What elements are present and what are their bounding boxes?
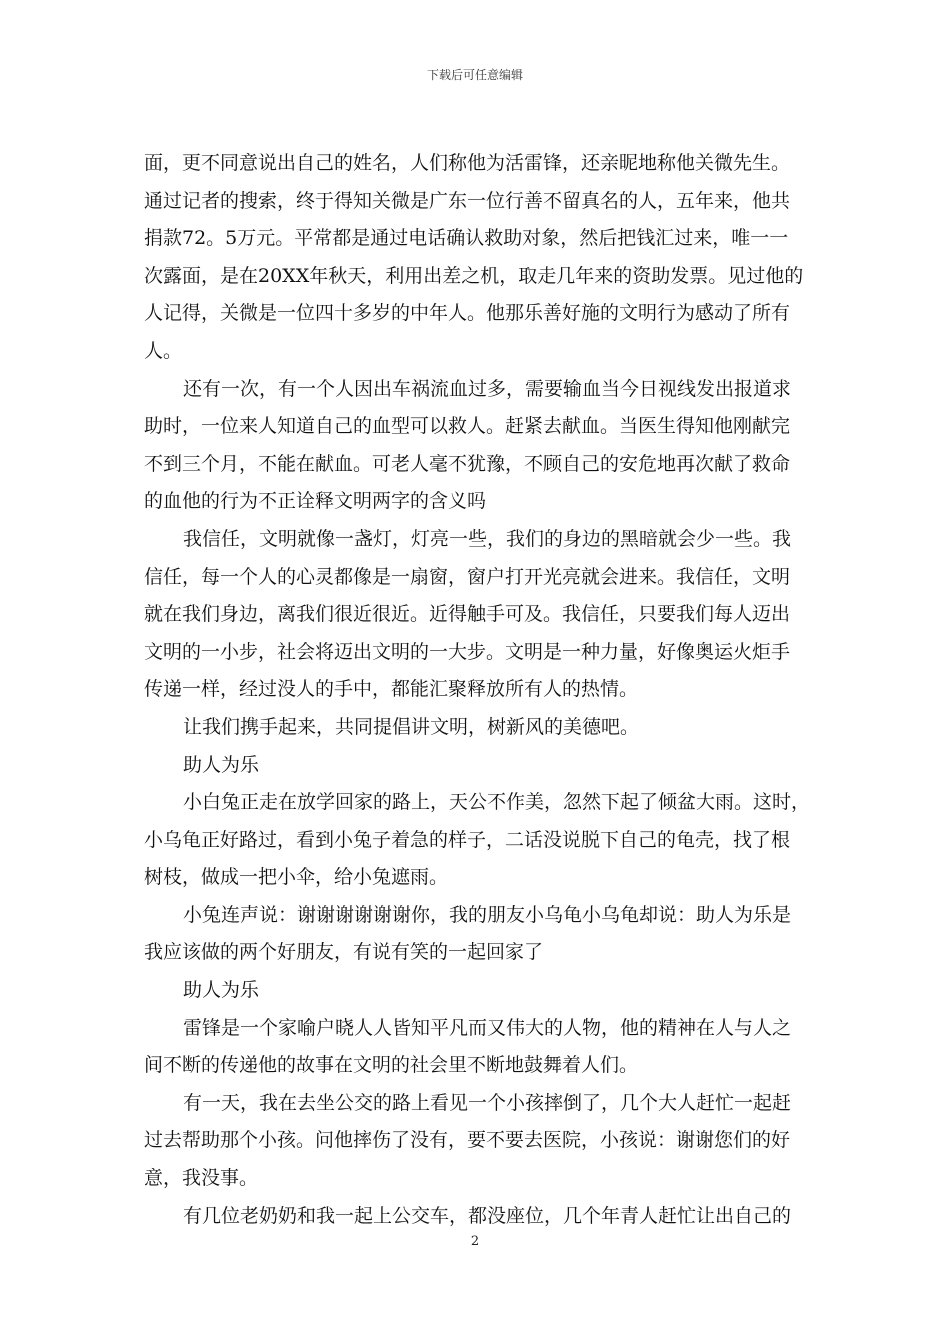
text-line: 助时，一位来人知道自己的血型可以救人。赶紧去献血。当医生得知他刚献完 bbox=[144, 415, 791, 438]
paragraph-start-line: 有几位老奶奶和我一起上公交车，都没座位，几个年青人赶忙让出自己的 bbox=[183, 1204, 792, 1227]
paragraph-start-line: 雷锋是一个家喻户晓人人皆知平凡而又伟大的人物，他的精神在人与人之 bbox=[183, 1016, 792, 1039]
document-body bbox=[144, 145, 811, 1235]
text-line: 传递一样，经过没人的手中，都能汇聚释放所有人的热情。 bbox=[144, 678, 639, 701]
text-line: 次露面，是在20XX年秋天，利用出差之机，取走几年来的资助发票。见过他的 bbox=[144, 264, 804, 287]
text-line: 我应该做的两个好朋友，有说有笑的一起回家了 bbox=[144, 941, 544, 964]
page-number: 2 bbox=[470, 1234, 480, 1249]
text-line: 通过记者的搜索，终于得知关微是广东一位行善不留真名的人，五年来，他共 bbox=[144, 189, 791, 212]
paragraph-start-line: 让我们携手起来，共同提倡讲文明，树新风的美德吧。 bbox=[183, 715, 640, 738]
text-line: 的血他的行为不正诠释文明两字的含义吗 bbox=[144, 490, 487, 513]
text-line: 小乌龟正好路过，看到小兔子着急的样子，二话没说脱下自己的龟壳，找了根 bbox=[144, 828, 791, 851]
paragraph-start-line: 小白兔正走在放学回家的路上，天公不作美，忽然下起了倾盆大雨。这时， bbox=[183, 791, 811, 814]
paragraph-start-line: 有一天，我在去坐公交的路上看见一个小孩摔倒了，几个大人赶忙一起赶 bbox=[183, 1091, 792, 1114]
text-line: 人记得，关微是一位四十多岁的中年人。他那乐善好施的文明行为感动了所有 bbox=[144, 302, 791, 325]
text-line: 就在我们身边，离我们很近很近。近得触手可及。我信任，只要我们每人迈出 bbox=[144, 603, 791, 626]
text-line: 捐款72。5万元。平常都是通过电话确认救助对象，然后把钱汇过来，唯一一 bbox=[144, 227, 789, 250]
text-line: 信任，每一个人的心灵都像是一扇窗，窗户打开光亮就会进来。我信任，文明 bbox=[144, 565, 791, 588]
text-line: 间不断的传递他的故事在文明的社会里不断地鼓舞着人们。 bbox=[144, 1054, 639, 1077]
text-line: 过去帮助那个小孩。问他摔伤了没有，要不要去医院，小孩说：谢谢您们的好 bbox=[144, 1129, 791, 1152]
text-line: 树枝，做成一把小伞，给小兔遮雨。 bbox=[144, 866, 449, 889]
text-line: 意，我没事。 bbox=[144, 1167, 259, 1190]
text-line: 文明的一小步，社会将迈出文明的一大步。文明是一种力量，好像奥运火炬手 bbox=[144, 640, 791, 663]
text-line: 面，更不同意说出自己的姓名，人们称他为活雷锋，还亲昵地称他关微先生。 bbox=[144, 152, 791, 174]
section-heading: 助人为乐 bbox=[183, 979, 260, 1002]
page-header: 下载后可任意编辑 bbox=[426, 68, 523, 82]
section-heading: 助人为乐 bbox=[183, 753, 260, 776]
text-line: 人。 bbox=[144, 339, 183, 362]
paragraph-start-line: 我信任，文明就像一盏灯，灯亮一些，我们的身边的黑暗就会少一些。我 bbox=[183, 527, 792, 550]
paragraph-start-line: 还有一次，有一个人因出车祸流血过多，需要输血当今日视线发出报道求 bbox=[183, 377, 792, 400]
text-line: 不到三个月，不能在献血。可老人毫不犹豫，不顾自己的安危地再次献了救命 bbox=[144, 452, 791, 475]
paragraph-start-line: 小兔连声说：谢谢谢谢谢谢你，我的朋友小乌龟小乌龟却说：助人为乐是 bbox=[183, 903, 792, 926]
